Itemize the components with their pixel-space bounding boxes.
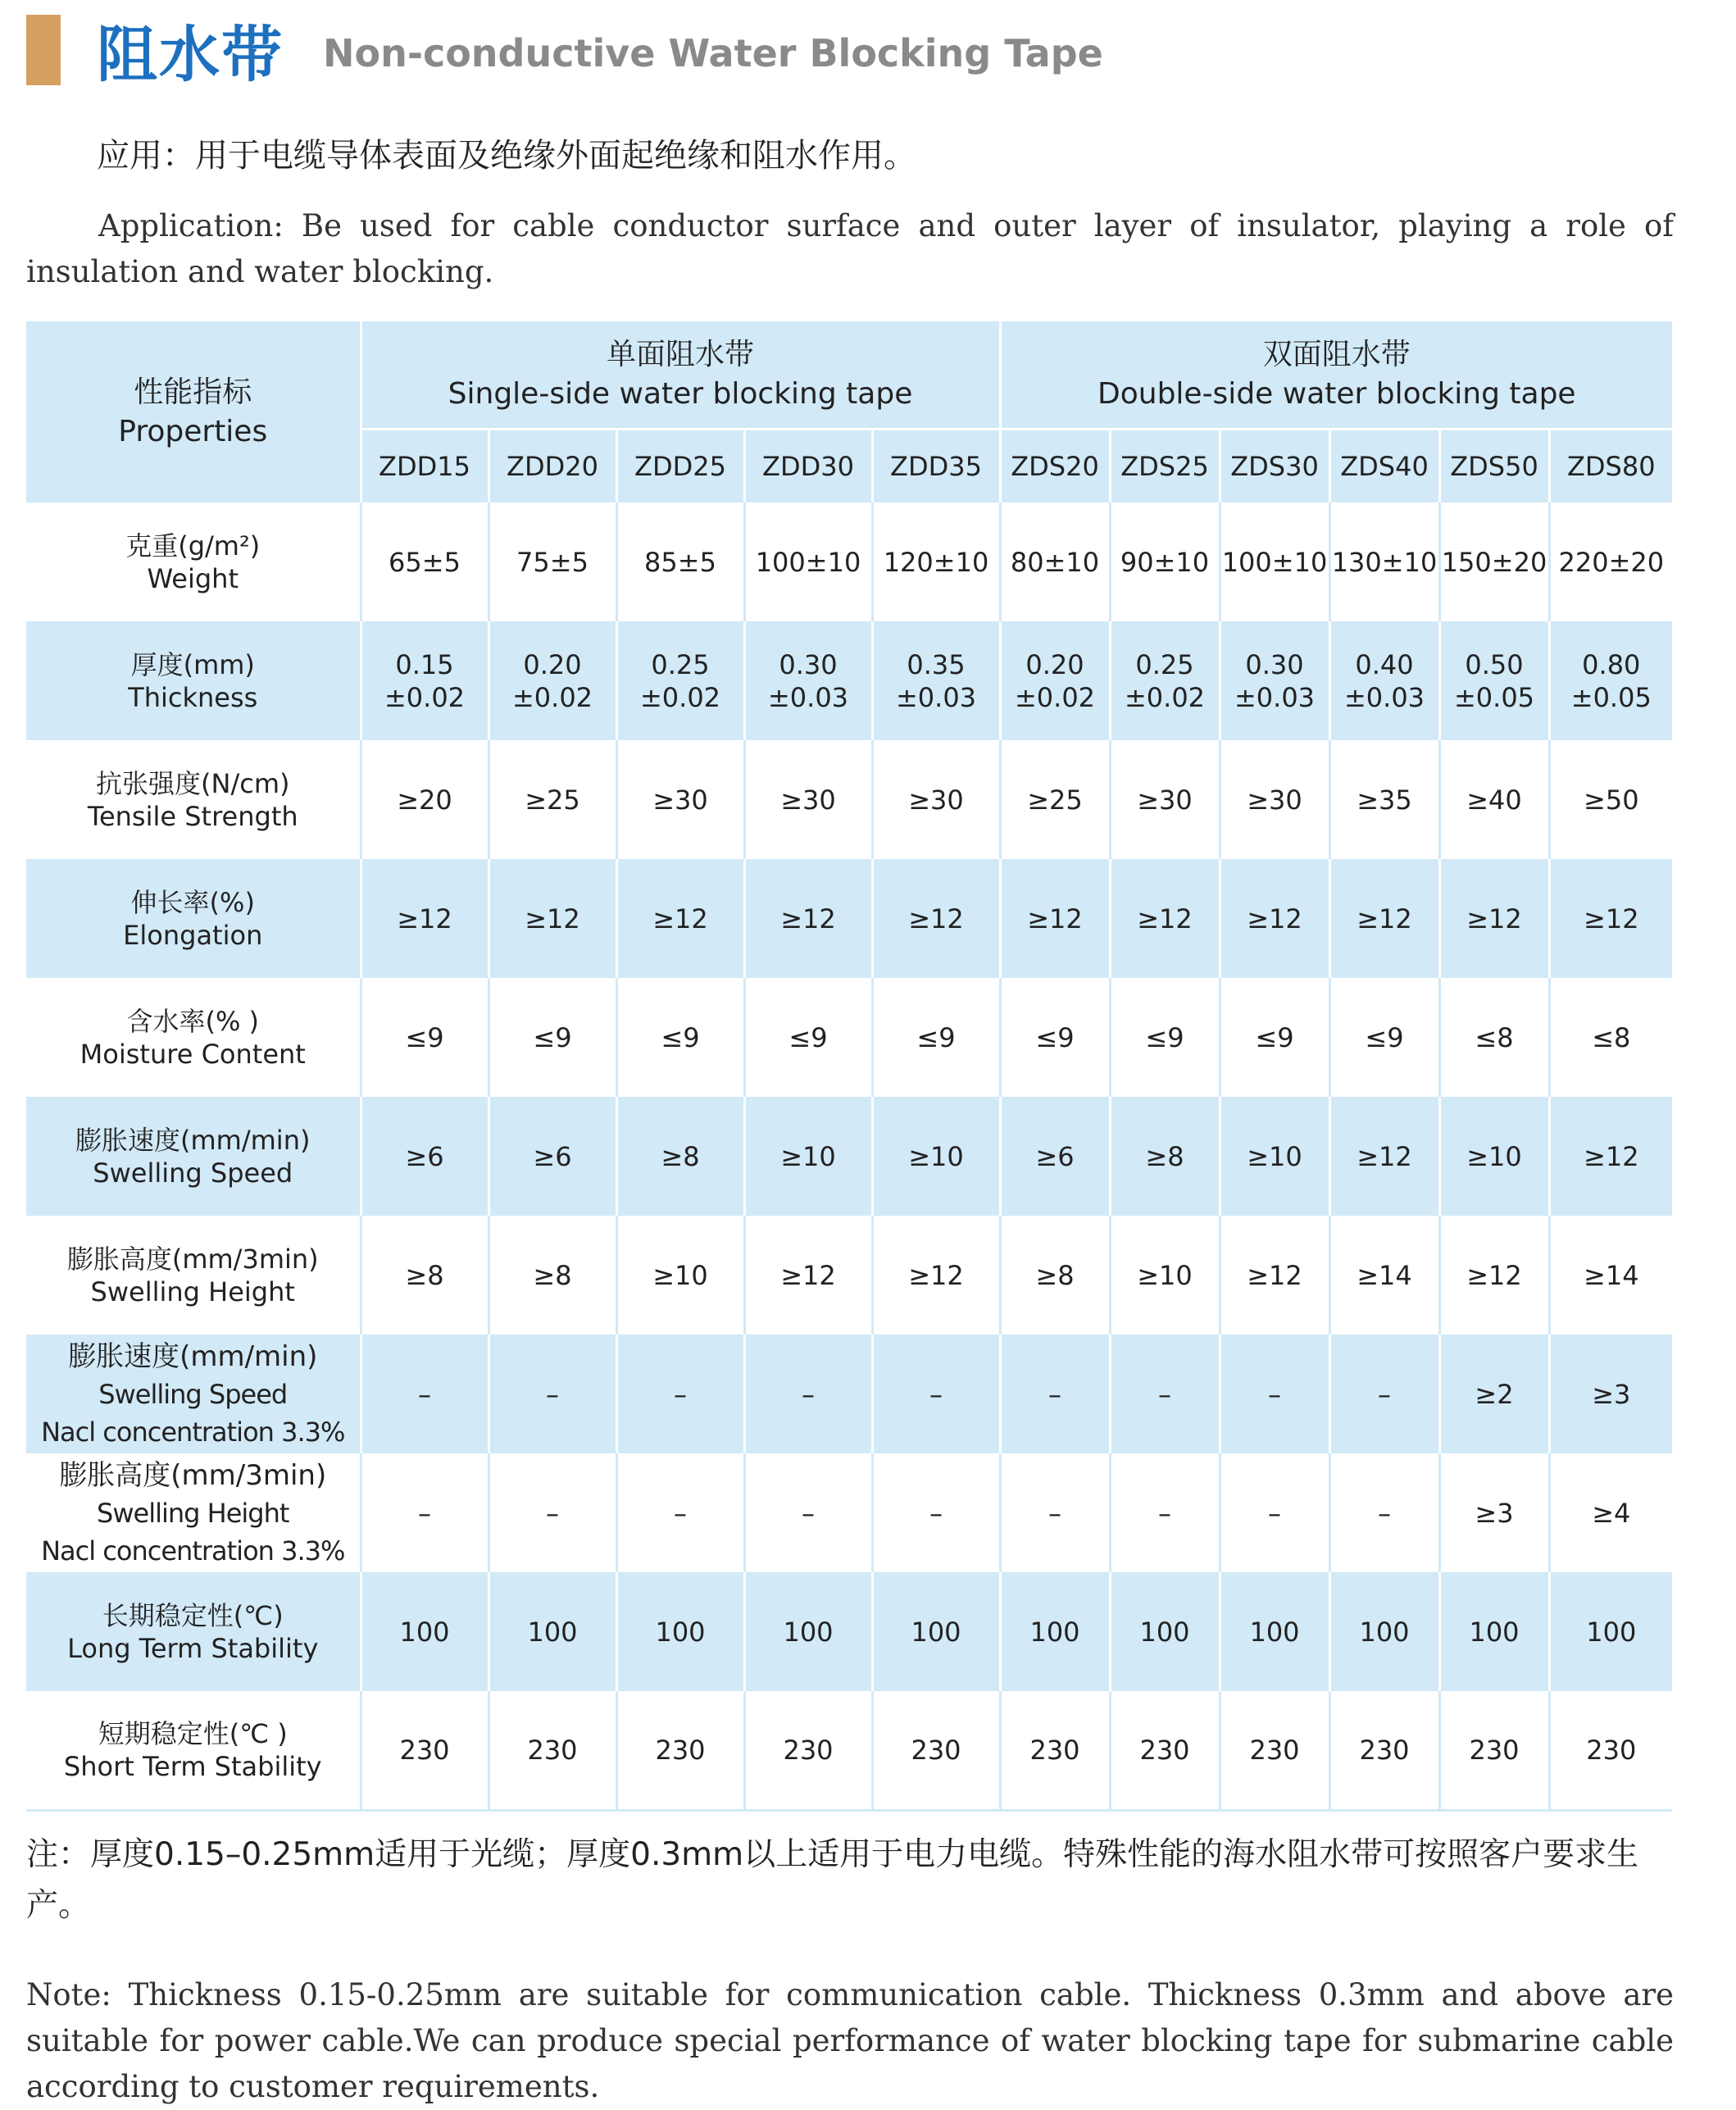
table-cell: – xyxy=(1110,1453,1220,1572)
model-code-header: ZDS30 xyxy=(1220,430,1329,503)
table-cell: ≥12 xyxy=(1329,859,1439,978)
table-cell: 0.20 ±0.02 xyxy=(489,621,616,740)
table-cell: 100 xyxy=(1110,1572,1220,1691)
table-cell: 100 xyxy=(1000,1572,1110,1691)
table-cell: 100 xyxy=(744,1572,872,1691)
table-cell: ≥20 xyxy=(361,740,489,859)
application-zh: 应用：用于电缆导体表面及绝缘外面起绝缘和阻水作用。 xyxy=(97,137,916,175)
table-cell: 100±10 xyxy=(1220,502,1329,621)
table-row xyxy=(26,859,1672,978)
table-cell: – xyxy=(1220,1335,1329,1453)
table-cell: ≥12 xyxy=(872,1216,1000,1335)
table-cell: – xyxy=(744,1453,872,1572)
table-cell: 65±5 xyxy=(361,502,489,621)
table-cell: – xyxy=(872,1335,1000,1453)
table-cell: ≥12 xyxy=(1584,1140,1639,1172)
note-en: Note: Thickness 0.15-0.25mm are suitable for communication cable. Thickness 0.3mm and above are suitable for power cable.We can produce special performance of water blocking tape for submarine cable according to customer requirements. xyxy=(26,1977,1674,2104)
row-label-en: Long Term Stability xyxy=(67,1632,319,1664)
properties-header-zh: 性能指标 xyxy=(134,375,252,409)
group-header-en: Double-side water blocking tape xyxy=(1097,377,1576,411)
row-label-en: Swelling Speed xyxy=(93,1157,293,1189)
table-row xyxy=(26,1097,1672,1216)
group-header-en: Single-side water blocking tape xyxy=(448,377,913,411)
row-label xyxy=(26,1572,361,1691)
table-cell: ≥3 xyxy=(1592,1378,1631,1410)
table-cell: 230 xyxy=(1439,1691,1549,1810)
table-row xyxy=(26,978,1672,1097)
table-cell: ≥10 xyxy=(616,1216,744,1335)
group-header-single xyxy=(361,321,1000,430)
table-cell: 100±10 xyxy=(744,502,872,621)
group-header-zh: 单面阻水带 xyxy=(606,338,754,371)
title-accent-bar xyxy=(26,15,61,85)
table-cell: ≥12 xyxy=(872,859,1000,978)
table-cell: ≥8 xyxy=(361,1216,489,1335)
table-cell: 0.30 ±0.03 xyxy=(744,621,872,740)
table-cell: 100 xyxy=(1329,1572,1439,1691)
table-cell: 100 xyxy=(489,1572,616,1691)
row-label-en: Elongation xyxy=(123,919,263,951)
table-cell: 0.15 ±0.02 xyxy=(361,621,489,740)
table-cell: ≥8 xyxy=(616,1097,744,1216)
table-cell: – xyxy=(1329,1335,1439,1453)
table-cell: 100 xyxy=(616,1572,744,1691)
row-label-zh: 抗张强度(N/cm) xyxy=(96,767,290,799)
table-cell: 230 xyxy=(1586,1734,1637,1766)
model-code-header: ZDD35 xyxy=(872,430,1000,503)
table-cell: – xyxy=(489,1453,616,1572)
table-cell: 100 xyxy=(1439,1572,1549,1691)
table-row xyxy=(26,1453,1672,1572)
model-code-header: ZDD15 xyxy=(361,430,489,503)
table-row xyxy=(26,1691,1672,1810)
row-label-zh: 含水率(% ) xyxy=(126,1005,260,1037)
table-cell: ≥10 xyxy=(1110,1216,1220,1335)
table-cell: – xyxy=(1110,1335,1220,1453)
table-cell: 100 xyxy=(872,1572,1000,1691)
properties-header xyxy=(26,321,361,502)
group-header-double xyxy=(1000,321,1672,430)
row-label-zh: 膨胀高度(mm/3min) xyxy=(66,1243,319,1275)
table-cell: 0.50 ±0.05 xyxy=(1439,621,1549,740)
row-label xyxy=(26,1097,361,1216)
table-cell: ≥30 xyxy=(1220,740,1329,859)
table-cell: 230 xyxy=(361,1691,489,1810)
table-cell: ≥8 xyxy=(1000,1216,1110,1335)
table-cell: ≥8 xyxy=(489,1216,616,1335)
row-label xyxy=(26,502,361,621)
row-label xyxy=(26,1216,361,1335)
table-cell: ≥12 xyxy=(1439,859,1549,978)
table-header-row xyxy=(26,321,1672,430)
table-cell: 150±20 xyxy=(1439,502,1549,621)
table-cell: ≥12 xyxy=(1110,859,1220,978)
spec-table xyxy=(26,321,1672,1812)
table-cell: ≥10 xyxy=(1439,1097,1549,1216)
row-label-en: Swelling Height xyxy=(90,1276,295,1307)
table-cell: ≥12 xyxy=(744,859,872,978)
table-cell: ≥35 xyxy=(1329,740,1439,859)
table-cell: 230 xyxy=(1329,1691,1439,1810)
table-cell: ≥12 xyxy=(1329,1097,1439,1216)
table-cell: 230 xyxy=(1000,1691,1110,1810)
table-row xyxy=(26,502,1672,621)
table-cell: ≥12 xyxy=(1584,903,1639,934)
table-cell: 0.30 ±0.03 xyxy=(1220,621,1329,740)
table-cell: – xyxy=(489,1335,616,1453)
table-cell: ≥12 xyxy=(616,859,744,978)
table-cell: ≥8 xyxy=(1110,1097,1220,1216)
table-cell: ≥10 xyxy=(872,1097,1000,1216)
table-cell: 100 xyxy=(1586,1616,1637,1648)
table-cell: – xyxy=(1000,1335,1110,1453)
table-cell: ≥10 xyxy=(1220,1097,1329,1216)
table-cell: – xyxy=(1329,1453,1439,1572)
table-cell: 120±10 xyxy=(872,502,1000,621)
table-cell: ≤9 xyxy=(1000,978,1110,1097)
row-label xyxy=(26,859,361,978)
table-row xyxy=(26,1572,1672,1691)
table-cell: ≤9 xyxy=(744,978,872,1097)
model-code-header: ZDS25 xyxy=(1110,430,1220,503)
model-code-header: ZDD20 xyxy=(489,430,616,503)
table-cell: 230 xyxy=(1110,1691,1220,1810)
row-label-en: Swelling Speed xyxy=(98,1378,288,1410)
table-cell: ≥14 xyxy=(1329,1216,1439,1335)
table-cell: – xyxy=(1220,1453,1329,1572)
table-cell: ≥6 xyxy=(489,1097,616,1216)
table-cell: ≥4 xyxy=(1592,1497,1631,1529)
table-cell: 230 xyxy=(872,1691,1000,1810)
table-cell: 85±5 xyxy=(616,502,744,621)
table-cell: ≥12 xyxy=(1000,859,1110,978)
table-cell: 220±20 xyxy=(1558,546,1665,578)
note-zh: 注：厚度0.15–0.25mm适用于光缆；厚度0.3mm以上适用于电力电缆。特殊性能的海水阻水带可按照客户要求生产。 xyxy=(26,1836,1639,1924)
table-cell: ≤9 xyxy=(1220,978,1329,1097)
table-cell: ≥40 xyxy=(1439,740,1549,859)
table-cell: – xyxy=(361,1335,489,1453)
table-cell: – xyxy=(744,1335,872,1453)
table-cell: ≥30 xyxy=(1110,740,1220,859)
table-cell: ≥50 xyxy=(1584,784,1639,816)
group-header-zh: 双面阻水带 xyxy=(1262,338,1411,371)
table-cell: ≥14 xyxy=(1584,1259,1639,1291)
table-row xyxy=(26,740,1672,859)
row-label-en: Weight xyxy=(147,562,239,594)
table-cell: 230 xyxy=(489,1691,616,1810)
table-cell: ≥12 xyxy=(489,859,616,978)
application-en: Application: Be used for cable conductor surface and outer layer of insulator, playing a role of insulation and water blocking. xyxy=(26,208,1674,289)
row-label-sub: Nacl concentration 3.3% xyxy=(41,1416,345,1448)
row-label-en: Moisture Content xyxy=(80,1038,306,1070)
table-cell: 90±10 xyxy=(1110,502,1220,621)
table-cell: ≤9 xyxy=(1329,978,1439,1097)
model-code-header: ZDS40 xyxy=(1329,430,1439,503)
row-label xyxy=(26,1335,361,1453)
row-label-zh: 长期稳定性(℃) xyxy=(102,1599,284,1631)
table-cell: 0.25 ±0.02 xyxy=(616,621,744,740)
table-cell: 230 xyxy=(616,1691,744,1810)
table-cell: 230 xyxy=(1220,1691,1329,1810)
row-label-zh: 厚度(mm) xyxy=(130,648,255,680)
table-cell: – xyxy=(1000,1453,1110,1572)
table-cell: 230 xyxy=(744,1691,872,1810)
row-label-zh: 克重(g/m²) xyxy=(125,530,261,562)
table-cell: – xyxy=(616,1335,744,1453)
row-label xyxy=(26,1453,361,1572)
row-label-en: Short Term Stability xyxy=(63,1750,322,1782)
model-code-header: ZDD30 xyxy=(744,430,872,503)
row-label xyxy=(26,978,361,1097)
row-label-zh: 膨胀高度(mm/3min) xyxy=(59,1458,327,1492)
model-code-header: ZDS80 xyxy=(1549,430,1672,503)
table-cell: 0.40 ±0.03 xyxy=(1329,621,1439,740)
table-cell: ≥2 xyxy=(1439,1335,1549,1453)
table-cell: ≥25 xyxy=(489,740,616,859)
table-cell: ≤8 xyxy=(1592,1021,1631,1053)
row-label-zh: 膨胀速度(mm/min) xyxy=(68,1339,318,1373)
table-cell: 130±10 xyxy=(1329,502,1439,621)
row-label xyxy=(26,1691,361,1810)
properties-header-en: Properties xyxy=(118,414,268,448)
table-cell: ≤9 xyxy=(616,978,744,1097)
table-cell: – xyxy=(361,1453,489,1572)
table-cell: ≥12 xyxy=(1220,859,1329,978)
model-code-header: ZDD25 xyxy=(616,430,744,503)
table-row xyxy=(26,1216,1672,1335)
row-label-zh: 膨胀速度(mm/min) xyxy=(75,1124,311,1156)
table-cell: 0.20 ±0.02 xyxy=(1000,621,1110,740)
table-cell: – xyxy=(872,1453,1000,1572)
row-label-en: Tensile Strength xyxy=(87,800,298,832)
table-cell: 0.35 ±0.03 xyxy=(872,621,1000,740)
row-label xyxy=(26,740,361,859)
row-label-en: Thickness xyxy=(128,681,258,713)
table-cell: ≥6 xyxy=(361,1097,489,1216)
row-label-en: Swelling Height xyxy=(97,1497,289,1529)
table-cell: ≥30 xyxy=(744,740,872,859)
table-cell: ≥30 xyxy=(872,740,1000,859)
table-cell: – xyxy=(616,1453,744,1572)
table-cell: 100 xyxy=(1220,1572,1329,1691)
table-cell: ≥12 xyxy=(744,1216,872,1335)
table-cell: ≥12 xyxy=(361,859,489,978)
table-cell: 0.25 ±0.02 xyxy=(1110,621,1220,740)
table-cell: ≥3 xyxy=(1439,1453,1549,1572)
table-row xyxy=(26,1335,1672,1453)
table-cell: 75±5 xyxy=(489,502,616,621)
page-title-en: Non-conductive Water Blocking Tape xyxy=(323,31,1103,75)
row-label-sub: Nacl concentration 3.3% xyxy=(41,1535,345,1567)
table-cell: 80±10 xyxy=(1000,502,1110,621)
row-label-zh: 短期稳定性(℃ ) xyxy=(98,1717,288,1749)
title-bar xyxy=(26,15,1103,90)
model-code-header: ZDS50 xyxy=(1439,430,1549,503)
table-cell: ≤8 xyxy=(1439,978,1549,1097)
table-row xyxy=(26,621,1672,740)
table-cell: 100 xyxy=(361,1572,489,1691)
table-cell: ≤9 xyxy=(489,978,616,1097)
model-code-header: ZDS20 xyxy=(1000,430,1110,503)
table-cell: ≤9 xyxy=(1110,978,1220,1097)
row-label xyxy=(26,621,361,740)
table-cell: ≥12 xyxy=(1220,1216,1329,1335)
row-label-zh: 伸长率(%) xyxy=(130,886,255,918)
table-cell: ≥30 xyxy=(616,740,744,859)
page-title-zh: 阻水带 xyxy=(97,20,284,90)
table-cell: ≥10 xyxy=(744,1097,872,1216)
table-cell: ≥25 xyxy=(1000,740,1110,859)
table-cell: ≥6 xyxy=(1000,1097,1110,1216)
table-cell: ≤9 xyxy=(361,978,489,1097)
table-cell: 0.80 ±0.05 xyxy=(1570,648,1652,713)
table-cell: ≤9 xyxy=(872,978,1000,1097)
table-cell: ≥12 xyxy=(1439,1216,1549,1335)
